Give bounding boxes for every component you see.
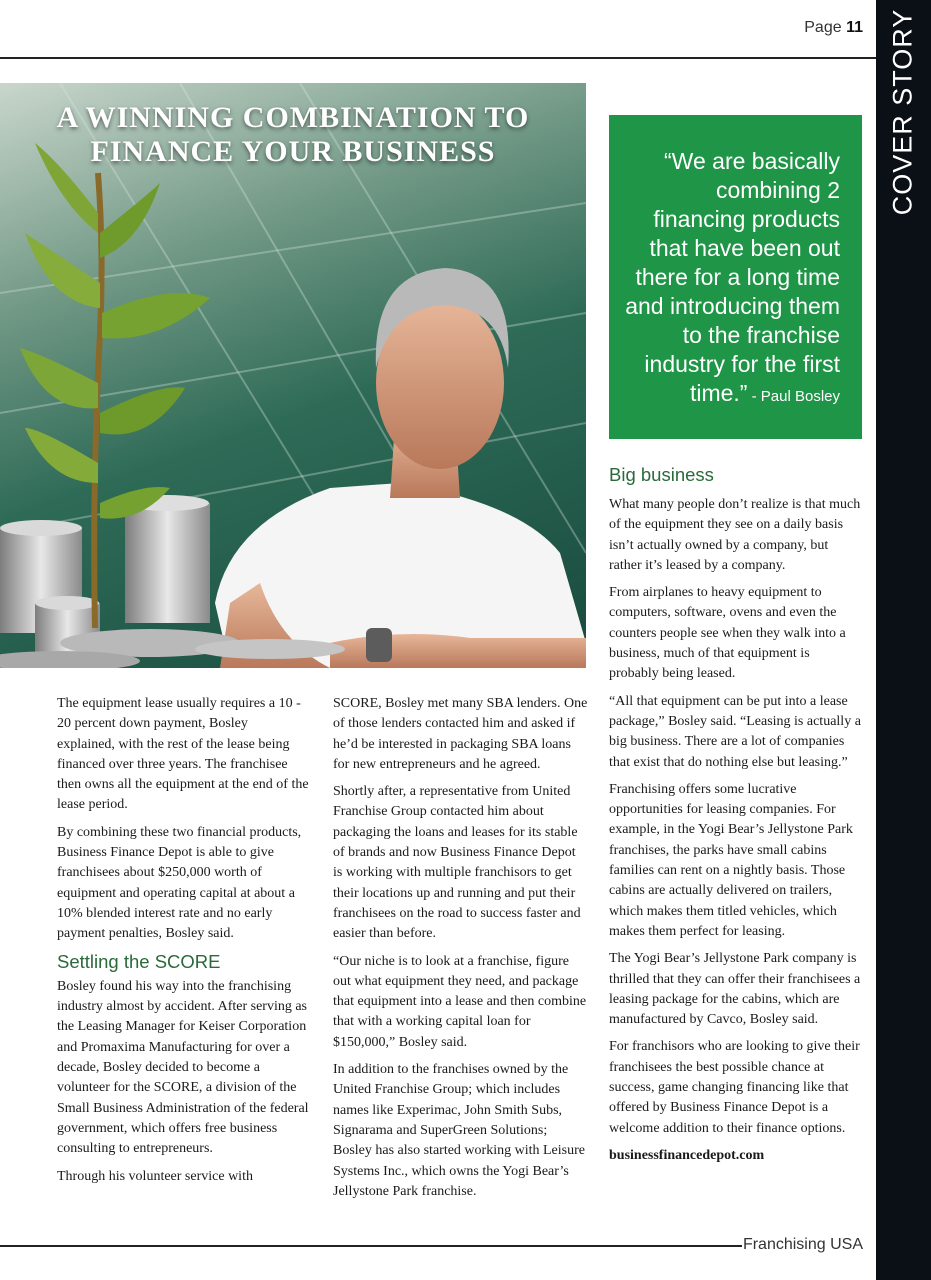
paragraph: In addition to the franchises owned by the United Franchise Group; which includes names like Experimac, John Smith Subs, Signarama and SuperGreen Solutions; Bosley has also started working with Leisure Systems Inc., which owns the Yogi Bear’s Jellystone Park franchise. [333, 1062, 585, 1199]
pull-quote [623, 147, 840, 411]
pull-quote-attribution: - Paul Bosley [747, 388, 840, 405]
paragraph: “All that equipment can be put into a lease package,” Bosley said. “Leasing is actually a big business. There are a lot of companies that exist that do nothing else but leasing.” [609, 693, 861, 770]
footer-publication: Franchising USA [742, 1236, 863, 1253]
hero-title-line1: A WINNING COMBINATION TO [56, 101, 530, 134]
section-label-text: COVER STORY [887, 8, 918, 216]
paragraph: For franchisors who are looking to give their franchisees the best possible chance at success, game changing financing like that offered by Business Finance Depot is a welcome addition to their finance options. [609, 1039, 860, 1136]
article-column-2 [333, 694, 588, 1209]
wristwatch [366, 628, 392, 662]
article-column-3 [609, 464, 862, 1173]
pull-quote-box [609, 115, 862, 439]
paragraph: Through his volunteer service with [57, 1168, 253, 1184]
paragraph: Franchising offers some lucrative opportunities for leasing companies. For example, in the Yogi Bear’s Jellystone Park franchises, the parks have small cabins families can rent on a nightly basis. Those cabins are actually delivered on trailers, which makes them titled vehicles, which makes them perfect for leasing. [609, 781, 853, 939]
section-label [876, 0, 931, 230]
hero-image [0, 83, 586, 668]
top-rule [0, 57, 876, 59]
paragraph: By combining these two financial products, Business Finance Depot is able to give franchisees about $250,000 worth of equipment and operating capital at about a 10% blended interest rate and no early payment penalties, Bosley said. [57, 824, 302, 942]
website-link[interactable]: businessfinancedepot.com [609, 1147, 765, 1163]
article-column-1 [57, 694, 309, 1194]
paragraph: What many people don’t realize is that much of the equipment they see on a daily basis isn’t actually owned by a company, but rather it’s leased by a company. [609, 497, 861, 573]
subheading-big-business: Big business [609, 464, 714, 485]
paragraph: “Our niche is to look at a franchise, figure out what equipment they need, and package that equipment into a lease and then combine that with a working capital loan for $150,000,” Bosley said. [333, 953, 587, 1050]
hero-title-line2: FINANCE YOUR BUSINESS [90, 135, 496, 168]
paragraph: The Yogi Bear’s Jellystone Park company is thrilled that they can offer their franchisees a leasing package for the cabins, which are manufactured by Cavco, Bosley said. [609, 951, 861, 1028]
paragraph: From airplanes to heavy equipment to computers, software, ovens and even the counters people see when they walk into a business, much of that equipment is probably being leased. [609, 585, 846, 682]
hero-title [0, 101, 586, 169]
page-label: Page [804, 19, 842, 36]
page-number-value: 11 [846, 19, 863, 36]
paragraph: Shortly after, a representative from United Franchise Group contacted him about packaging the loans and leases for its stable of brands and now Business Finance Depot is working with multiple franchisors to get their locations up and running and put their franchisees on the road to success faster and easier than before. [333, 784, 581, 942]
bottom-rule [0, 1245, 742, 1247]
page-number [804, 19, 863, 37]
paragraph: SCORE, Bosley met many SBA lenders. One of those lenders contacted him and asked if he’d be interested in packaging SBA loans for new entrepreneurs and he agreed. [333, 696, 588, 772]
subheading-settling-the-score: Settling the SCORE [57, 950, 221, 972]
pull-quote-text: “We are basically combining 2 financing products that have been out there for a long time and introducing them to the franchise industry for the first time.” [625, 148, 840, 406]
hero-illustration [0, 83, 586, 668]
paragraph: Bosley found his way into the franchising industry almost by accident. After serving as the Leasing Manager for Keiser Corporation and Promaxima Manufacturing for over a decade, Bosley decided to become a volunteer for the SCORE, a division of the Small Business Administration of the federal government, which offers free business consulting to entrepreneurs. [57, 978, 309, 1157]
paragraph: The equipment lease usually requires a 10 - 20 percent down payment, Bosley explained, with the rest of the lease being financed over three years. The franchisee then owns all the equipment at the end of the lease period. [57, 696, 309, 813]
